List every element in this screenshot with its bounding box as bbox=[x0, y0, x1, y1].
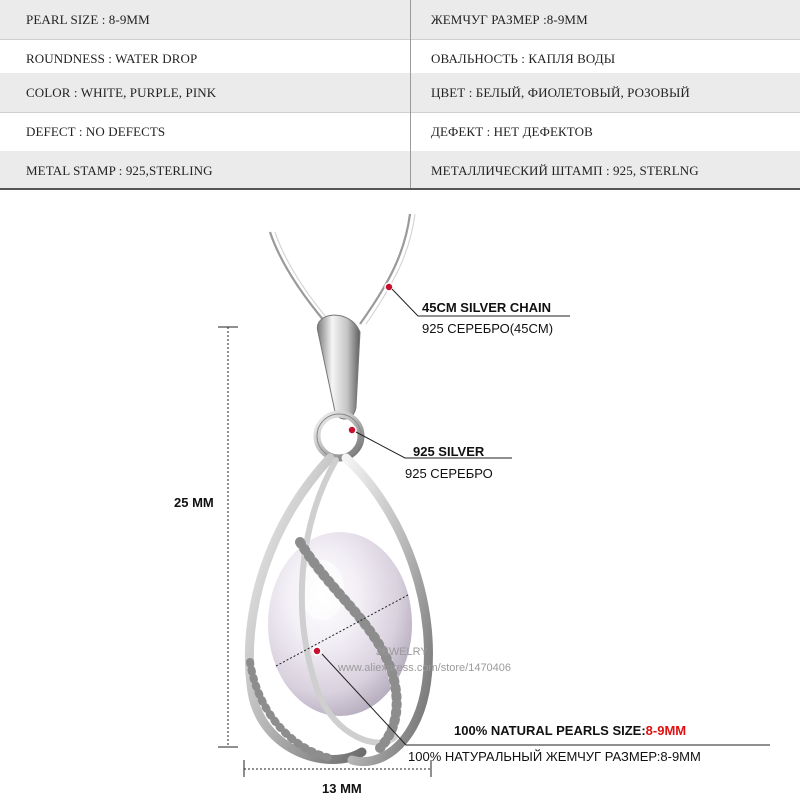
table-bottom-border bbox=[0, 188, 800, 190]
width-label: 13 MM bbox=[322, 781, 362, 796]
watermark-url: www.aliexpress.com/store/1470406 bbox=[338, 662, 512, 674]
chain-label-en: 45CM SILVER CHAIN bbox=[422, 300, 552, 315]
column-divider bbox=[410, 0, 411, 189]
spec-table bbox=[0, 0, 800, 192]
spec-ru: ДЕФЕКТ : НЕТ ДЕФЕКТОВ bbox=[431, 124, 593, 139]
spec-en: COLOR : WHITE, PURPLE, PINK bbox=[26, 85, 217, 100]
pearl-size-label-en bbox=[454, 723, 686, 738]
pearl-size-label-ru: 100% НАТУРАЛЬНЫЙ ЖЕМЧУГ РАЗМЕР:8-9MM bbox=[408, 749, 701, 764]
chain-marker bbox=[385, 283, 393, 291]
spec-en: DEFECT : NO DEFECTS bbox=[26, 124, 166, 139]
silver-marker bbox=[348, 426, 356, 434]
silver-label-ru: 925 СЕРЕБРО bbox=[405, 466, 493, 481]
pearl-size-value: 8-9MM bbox=[645, 723, 687, 738]
row-divider bbox=[0, 39, 800, 40]
chain-label-ru: 925 СЕРЕБРО(45CM) bbox=[422, 321, 554, 336]
spec-row bbox=[0, 0, 800, 39]
spec-ru: МЕТАЛЛИЧЕСКИЙ ШТАМП : 925, STERLNG bbox=[431, 163, 699, 178]
product-illustration bbox=[0, 192, 800, 800]
pearl-size-prefix: 100% NATURAL PEARLS SIZE: bbox=[454, 723, 646, 738]
chain bbox=[270, 214, 415, 324]
bail bbox=[317, 315, 360, 419]
height-dimension bbox=[218, 327, 238, 747]
watermark-brand: JEWELRY bbox=[376, 646, 428, 658]
row-divider bbox=[0, 112, 800, 113]
spec-row bbox=[0, 73, 800, 112]
spec-en: ROUNDNESS : WATER DROP bbox=[26, 51, 198, 66]
silver-label-en: 925 SILVER bbox=[413, 444, 485, 459]
spec-row bbox=[0, 151, 800, 190]
pendant-drawing bbox=[0, 192, 800, 800]
spec-en: PEARL SIZE : 8-9MM bbox=[26, 12, 150, 27]
spec-en: METAL STAMP : 925,STERLING bbox=[26, 163, 213, 178]
spec-ru: ОВАЛЬНОСТЬ : КАПЛЯ ВОДЫ bbox=[431, 51, 616, 66]
pearl bbox=[268, 532, 412, 716]
height-label: 25 MM bbox=[174, 495, 214, 510]
spec-ru: ЦВЕТ : БЕЛЫЙ, ФИОЛЕТОВЫЙ, РОЗОВЫЙ bbox=[431, 85, 690, 100]
spec-row bbox=[0, 112, 800, 151]
spec-ru: ЖЕМЧУГ РАЗМЕР :8-9MM bbox=[431, 12, 588, 27]
pearl-marker bbox=[313, 647, 321, 655]
